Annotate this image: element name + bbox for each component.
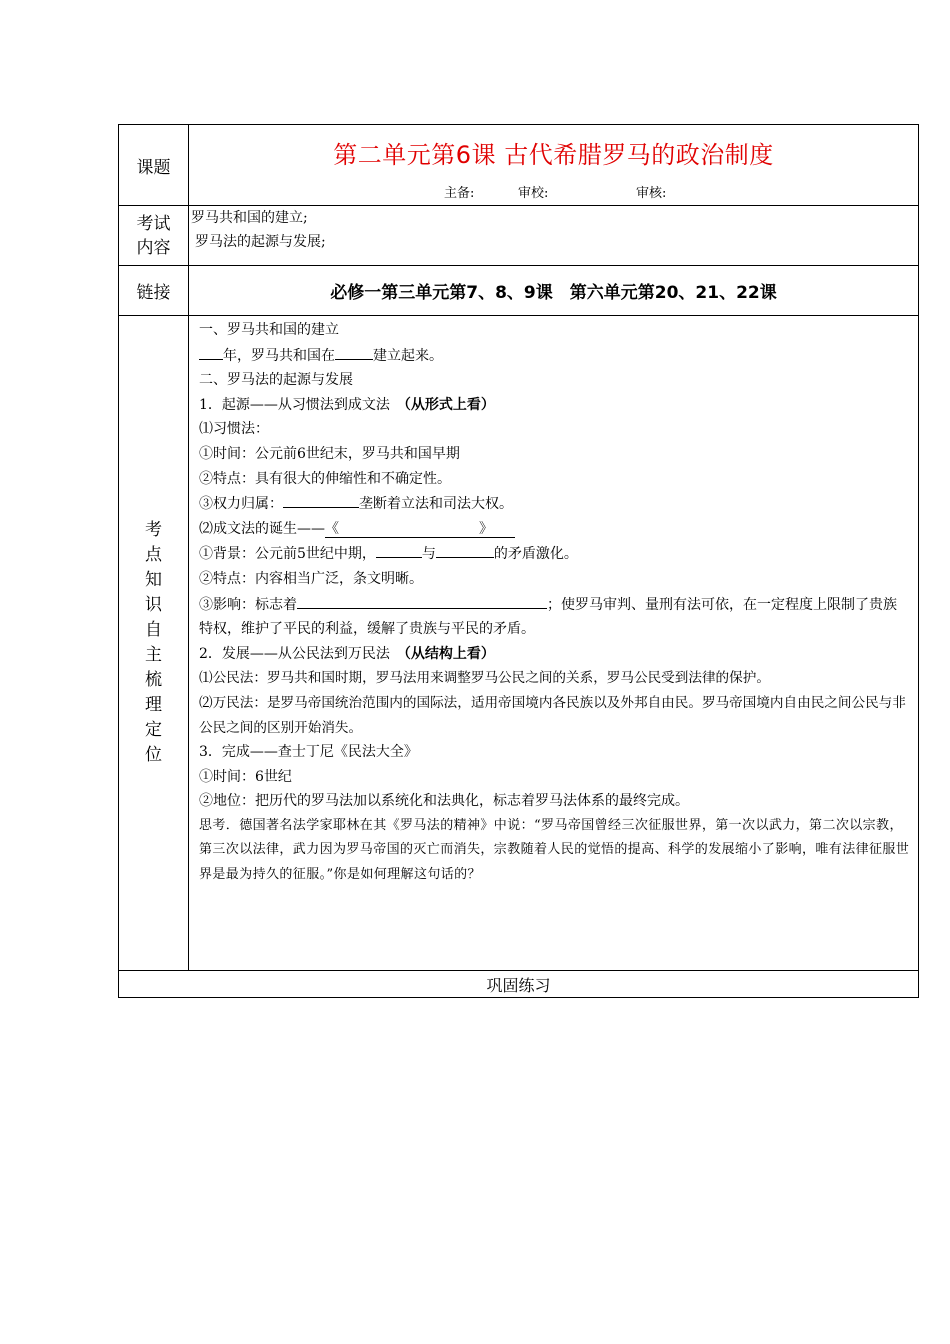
blank-law-name	[325, 521, 515, 538]
lesson-title: 第二单元第6课 古代希腊罗马的政治制度	[333, 141, 774, 169]
republic-line	[199, 343, 910, 369]
points-vertical-label	[119, 518, 188, 768]
background-text-c: 的矛盾激化。	[493, 546, 578, 563]
points-label-char: 识	[145, 595, 162, 615]
blank-power	[283, 491, 359, 508]
custom-law-power	[199, 491, 910, 517]
points-label-char: 位	[145, 745, 162, 765]
blank-party-1	[376, 541, 422, 558]
origin-line	[199, 393, 910, 418]
power-text-a: ③权力归属：	[199, 496, 283, 513]
power-text-b: 垄断着立法和司法大权。	[359, 496, 513, 513]
impact-text-a: ③影响：标志着	[199, 596, 297, 613]
written-law-background	[199, 541, 910, 567]
written-law-impact	[199, 592, 910, 642]
background-text-a: ①背景：公元前5世纪中期，	[199, 546, 376, 563]
written-bracket-open: 《	[325, 520, 339, 537]
origin-note: （从形式上看）	[403, 396, 495, 413]
law-of-nations: ⑵万民法：是罗马帝国统治范围内的国际法，适用帝国境内各民族以及外邦自由民。罗马帝国境内自由民之间公民与非公民之间的区别开始消失。	[199, 694, 906, 736]
exam-content	[189, 206, 919, 266]
section-2-heading: 二、罗马法的起源与发展	[199, 372, 353, 389]
points-label-char: 梳	[145, 670, 162, 690]
points-content	[189, 316, 919, 971]
republic-text-a: 年，罗马共和国在	[223, 347, 335, 364]
points-label-char: 考	[145, 520, 162, 540]
development-note: （从结构上看）	[403, 645, 495, 662]
title-cell	[189, 125, 919, 206]
exam-label-line-1: 考试	[136, 213, 171, 234]
points-label-char: 理	[145, 695, 162, 715]
link-label: 链接	[119, 266, 189, 316]
points-label-char: 知	[145, 570, 162, 590]
topic-label: 课题	[119, 125, 189, 206]
section-1-heading: 一、罗马共和国的建立	[199, 322, 339, 338]
blank-impact	[297, 592, 547, 609]
civil-law: ⑴公民法：罗马共和国时期，罗马法用来调整罗马公民之间的关系，罗马公民受到法律的保护。	[199, 670, 770, 687]
completion-line: 3．完成——查士丁尼《民法大全》	[199, 744, 418, 761]
exam-label	[119, 206, 189, 266]
link-text: 必修一第三单元第7、8、9课 第六单元第20、21、22课	[189, 266, 919, 316]
points-label	[119, 316, 189, 971]
points-label-char: 定	[145, 720, 162, 740]
written-bracket-close: 》	[479, 520, 493, 537]
republic-text-b: 建立起来。	[373, 347, 443, 364]
completion-status: ②地位：把历代的罗马法加以系统化和法典化，标志着罗马法体系的最终完成。	[199, 793, 689, 810]
approver-label: 审核:	[636, 186, 667, 201]
completion-time: ①时间：6世纪	[199, 768, 292, 785]
development-text: 2．发展——从公民法到万民法	[199, 645, 404, 662]
blank-year	[199, 343, 223, 360]
preparer-label: 主备:	[444, 186, 475, 201]
points-label-char: 点	[145, 545, 162, 565]
origin-text: 1．起源——从习惯法到成文法	[199, 396, 404, 413]
points-label-char: 主	[145, 645, 162, 665]
custom-law-time: ①时间：公元前6世纪末，罗马共和国早期	[199, 445, 460, 462]
staff-line	[189, 170, 918, 205]
custom-law-heading: ⑴习惯法：	[199, 421, 269, 438]
exam-line-2: 罗马法的起源与发展;	[195, 234, 326, 250]
written-text-a: ⑵成文法的诞生——	[199, 520, 325, 537]
reviewer-label: 审校:	[518, 186, 549, 201]
lesson-table	[118, 124, 919, 998]
exam-label-line-2: 内容	[136, 237, 171, 258]
development-line	[199, 642, 910, 667]
blank-party-2	[436, 541, 494, 558]
background-text-b: 与	[421, 546, 436, 563]
written-law-heading	[199, 517, 910, 542]
custom-law-feature: ②特点：具有很大的伸缩性和不确定性。	[199, 470, 451, 487]
think-question: 思考．德国著名法学家耶林在其《罗马法的精神》中说：“罗马帝国曾经三次征服世界，第一次以武力，第二次以宗教，第三次以法律，武力因为罗马帝国的灭亡而消失，宗教随着人民的觉悟的提高、科学的发展缩小了影响，唯有法律征服世界是最为持久的征服。”你是如何理解这句话的？	[199, 817, 910, 883]
practice-heading: 巩固练习	[119, 971, 919, 998]
points-label-char: 自	[145, 620, 162, 640]
exam-line-1: 罗马共和国的建立;	[191, 210, 308, 226]
written-law-feature: ②特点：内容相当广泛，条文明晰。	[199, 570, 423, 587]
blank-place	[335, 343, 373, 360]
impact-text-b: ；使罗马审判、量刑有法可依，在一定程度上限制了贵族特权，维护了平民的利益，缓解了贵族与平民的矛盾。	[199, 596, 897, 638]
